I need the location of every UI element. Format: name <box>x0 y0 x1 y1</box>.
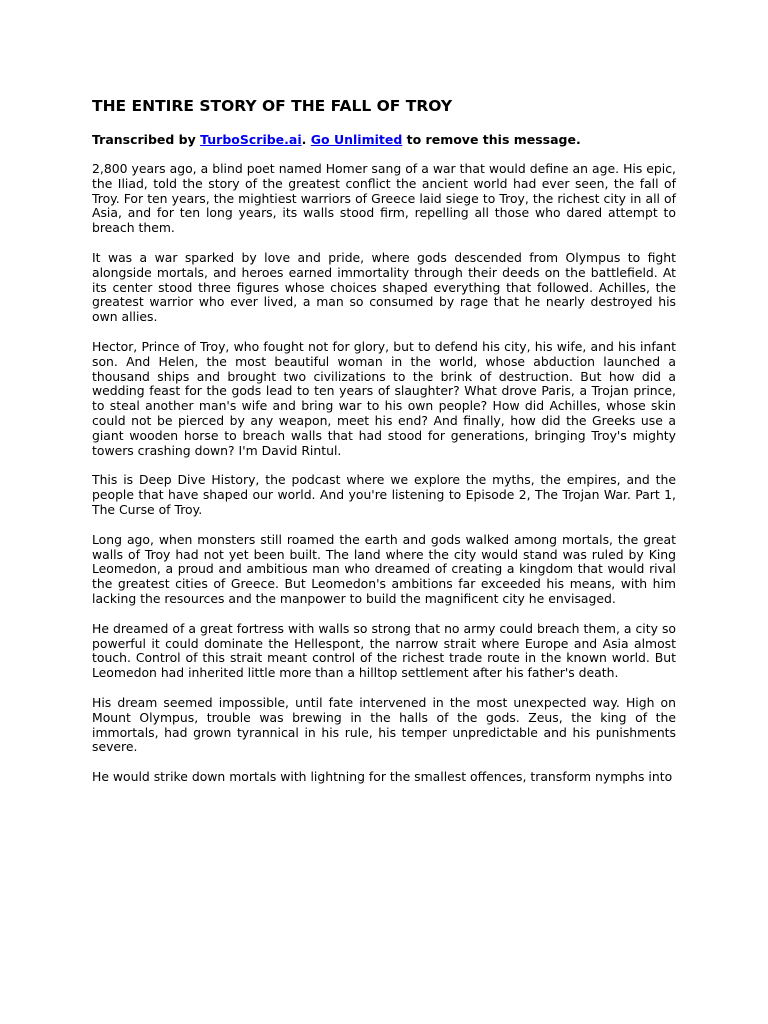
document-title: THE ENTIRE STORY OF THE FALL OF TROY <box>92 97 453 115</box>
transcription-credit <box>92 132 676 148</box>
paragraph: It was a war sparked by love and pride, where gods descended from Olympus to fight alongside mortals, and heroes earned immortality through their deeds on the battlefield. At its center stood three figures whose choices shaped everything that followed. Achilles, the greatest warrior who ever lived, a man so consumed by rage that he nearly destroyed his own allies. <box>92 249 676 325</box>
paragraph: His dream seemed impossible, until fate intervened in the most unexpected way. High on Mount Olympus, trouble was brewing in the halls of the gods. Zeus, the king of the immortals, had grown tyrannical in his rule, his temper unpredictable and his punishments severe. <box>92 694 676 755</box>
document-page <box>92 96 676 800</box>
paragraph: He dreamed of a great fortress with walls so strong that no army could breach them, a city so powerful it could dominate the Hellespont, the narrow strait where Europe and Asia almost touch. Control of this strait meant control of the richest trade route in the known world. But Leomedon had inherited little more than a hilltop settlement after his father's death. <box>92 620 676 681</box>
turboscribe-link[interactable]: TurboScribe.ai <box>200 132 302 147</box>
paragraph: Long ago, when monsters still roamed the earth and gods walked among mortals, the great walls of Troy had not yet been built. The land where the city would stand was ruled by King Leomedon, a proud and ambitious man who dreamed of creating a kingdom that would rival the greatest cities of Greece. But Leomedon's ambitions far exceeded his means, with him lacking the resources and the manpower to build the magnificent city he envisaged. <box>92 531 676 606</box>
go-unlimited-link[interactable]: Go Unlimited <box>310 132 403 147</box>
paragraph: He would strike down mortals with lightning for the smallest offences, transform nymphs into <box>92 769 673 785</box>
paragraph: 2,800 years ago, a blind poet named Homer sang of a war that would define an age. His epic, the Iliad, told the story of the greatest conflict the ancient world had ever seen, the fall of Troy. For ten years, the mightiest warriors of Greece laid siege to Troy, the richest city in all of Asia, and for ten long years, its walls stood firm, repelling all those who dared attempt to breach them. <box>92 161 676 236</box>
credit-separator: . <box>301 132 311 147</box>
paragraph: Hector, Prince of Troy, who fought not for glory, but to defend his city, his wife, and his infant son. And Helen, the most beautiful woman in the world, whose abduction launched a thousand ships and brought two civilizations to the brink of destruction. But how did a wedding feast for the gods lead to ten years of slaughter? What drove Paris, a Trojan prince, to steal another man's wife and bring war to his own people? How did Achilles, whose skin could not be pierced by any weapon, meet his end? And finally, how did the Greeks use a giant wooden horse to breach walls that had stood for generations, bringing Troy's mighty towers crashing down? I'm David Rintul. <box>92 338 676 458</box>
paragraph: This is Deep Dive History, the podcast where we explore the myths, the empires, and the people that have shaped our world. And you're listening to Episode 2, The Trojan War. Part 1, The Curse of Troy. <box>92 472 676 517</box>
credit-prefix: Transcribed by <box>92 132 201 147</box>
credit-suffix: to remove this message. <box>402 132 581 147</box>
